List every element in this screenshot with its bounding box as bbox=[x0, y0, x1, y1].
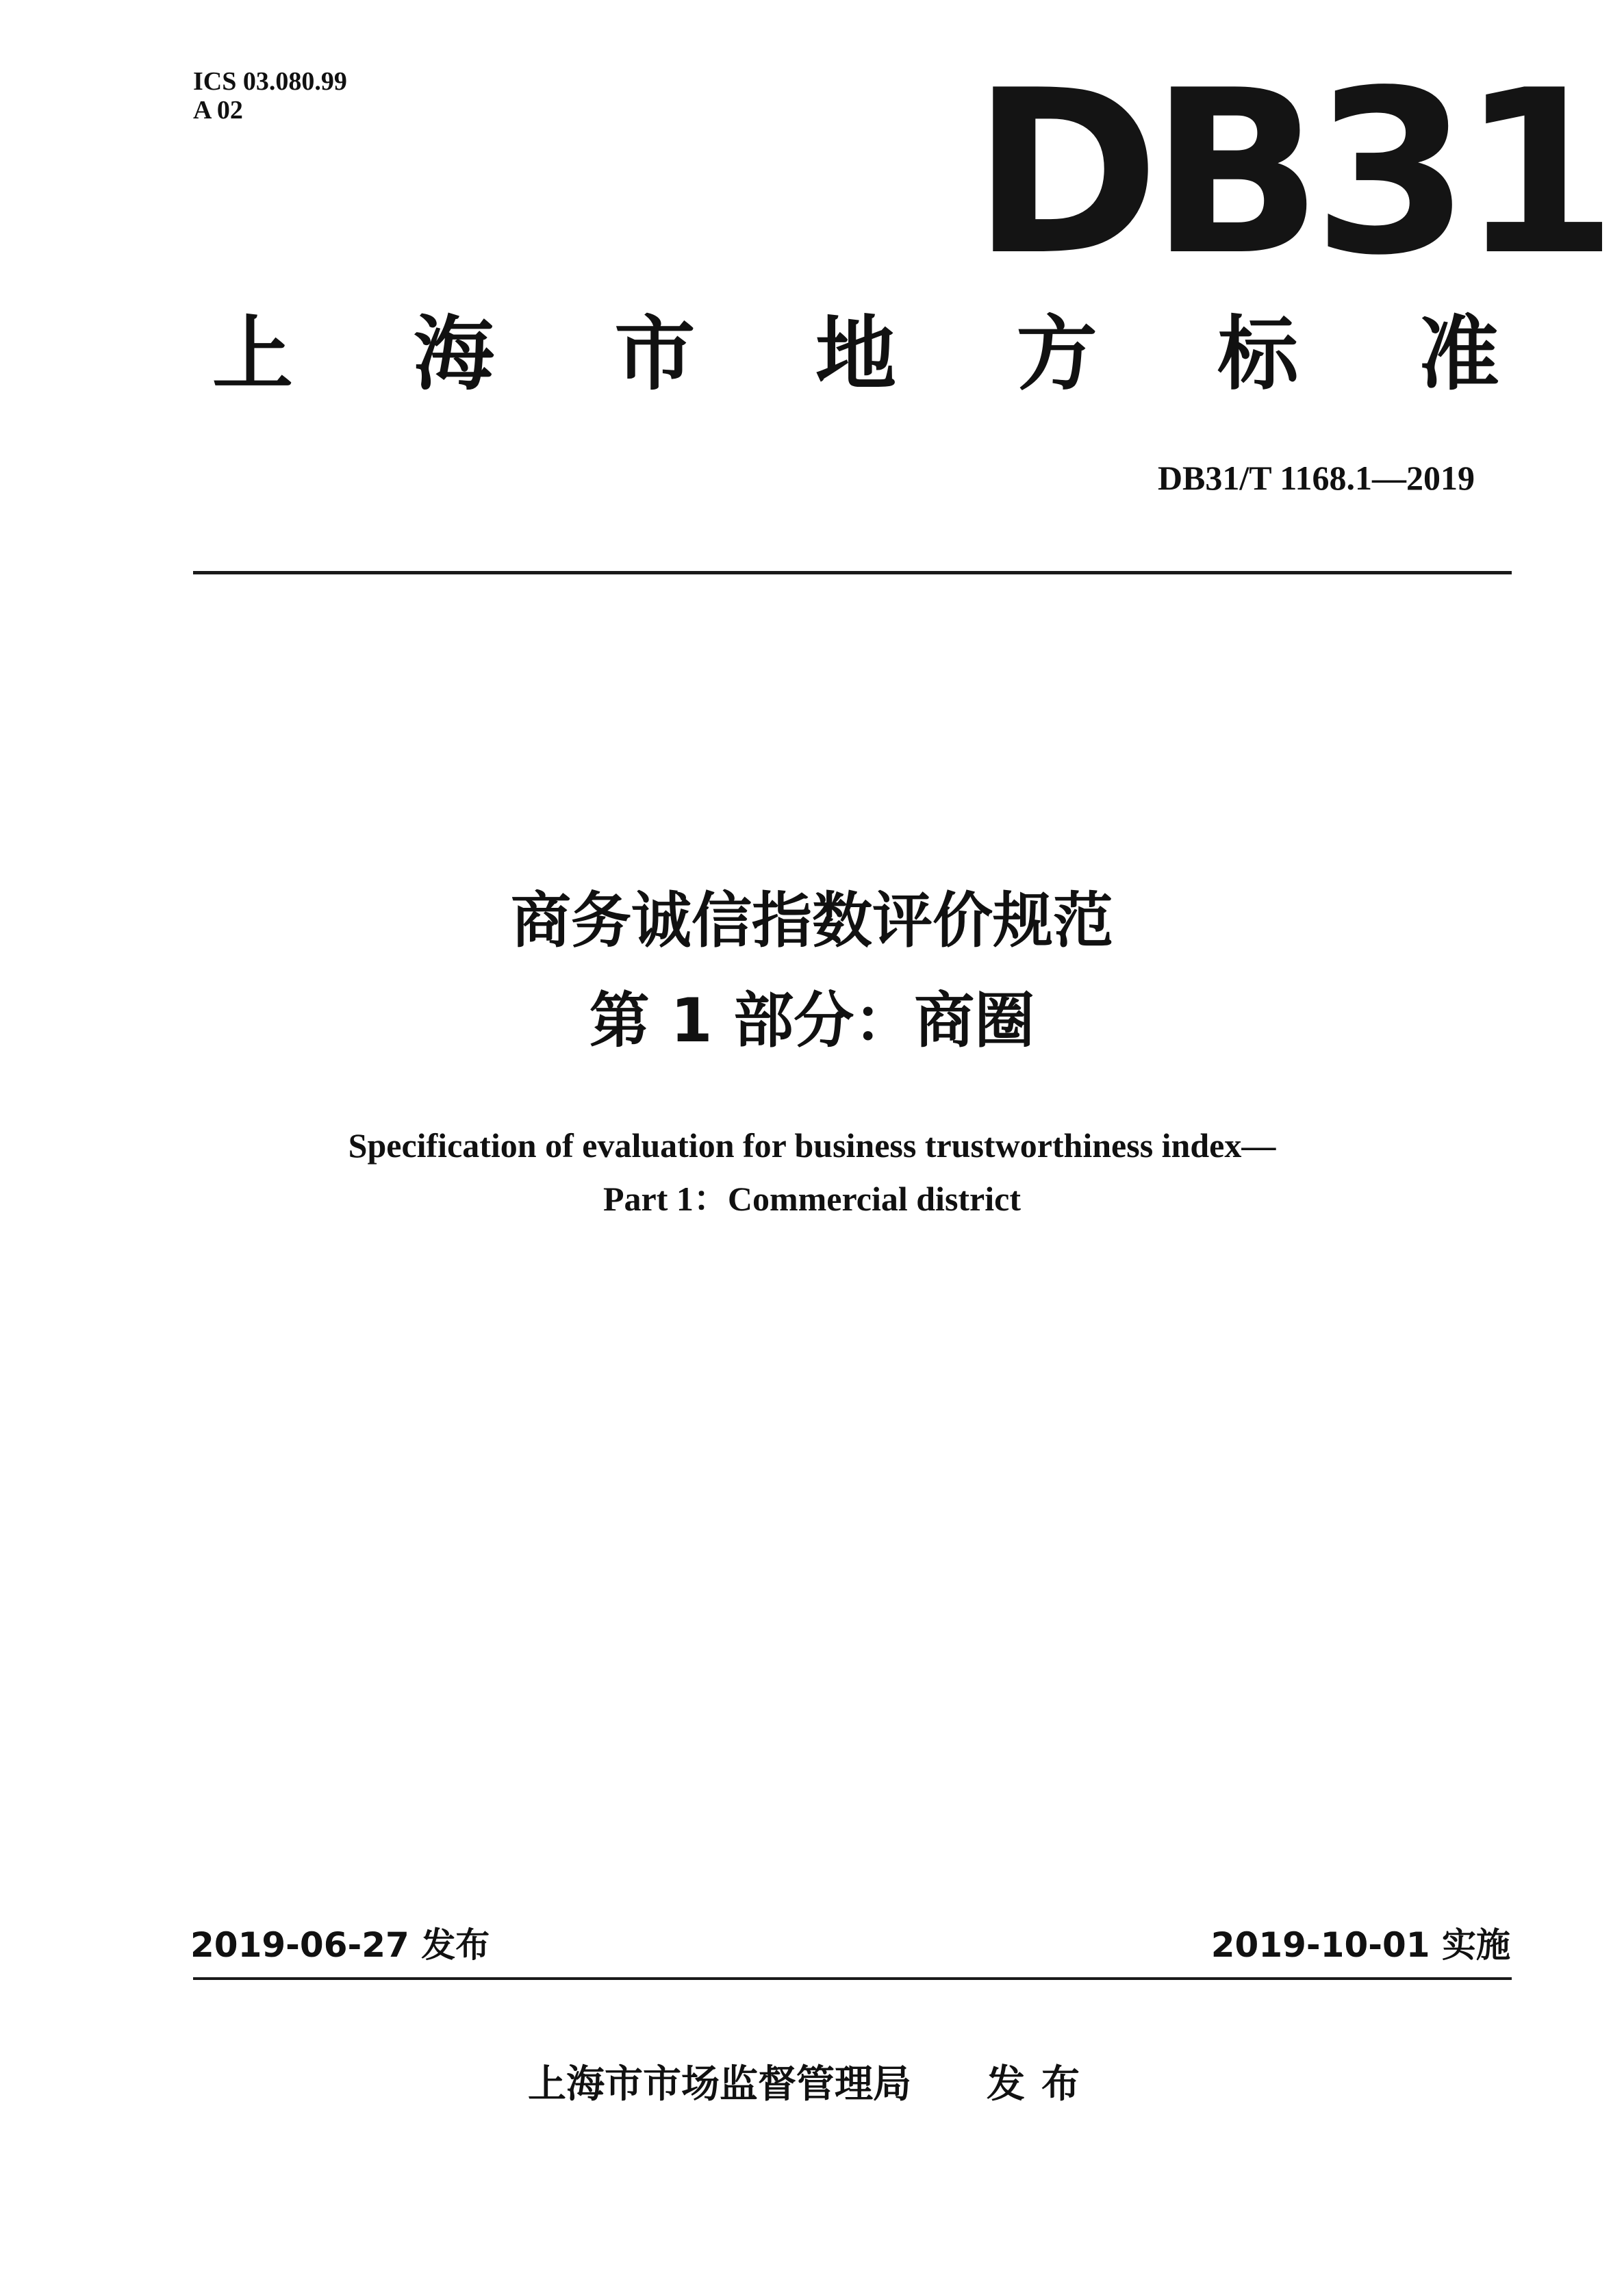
standard-number: DB31/T 1168.1—2019 bbox=[1157, 459, 1475, 497]
heading-char: 标 bbox=[1217, 307, 1299, 401]
heading-char: 方 bbox=[1016, 307, 1098, 401]
effective-date: 2019-10-01 实施 bbox=[1210, 1925, 1510, 1965]
heading-char: 上 bbox=[212, 307, 294, 401]
bottom-divider bbox=[193, 1977, 1512, 1980]
heading-char: 海 bbox=[413, 307, 494, 401]
top-divider bbox=[193, 571, 1512, 574]
publisher-name: 上海市市场监督管理局 bbox=[528, 2062, 911, 2107]
local-standard-heading bbox=[212, 303, 1499, 405]
publisher-action: 发布 bbox=[987, 2062, 1096, 2107]
heading-char: 市 bbox=[614, 307, 696, 401]
english-title-line-2: Part 1：Commercial district bbox=[603, 1180, 1021, 1218]
heading-char: 准 bbox=[1418, 307, 1499, 401]
heading-char: 地 bbox=[815, 307, 896, 401]
db31-logo: DB31 bbox=[972, 42, 1608, 305]
chinese-title-line-1: 商务诚信指数评价规范 bbox=[510, 885, 1113, 956]
english-title-line-1: Specification of evaluation for business trustworthiness index— bbox=[348, 1126, 1276, 1165]
issue-date: 2019-06-27 发布 bbox=[190, 1925, 490, 1965]
ics-code: ICS 03.080.99 bbox=[193, 67, 347, 96]
ccs-code: A 02 bbox=[193, 96, 243, 125]
classification-codes bbox=[193, 67, 347, 125]
publisher-line bbox=[0, 2057, 1624, 2112]
chinese-title-line-2: 第 1 部分：商圈 bbox=[589, 985, 1035, 1056]
